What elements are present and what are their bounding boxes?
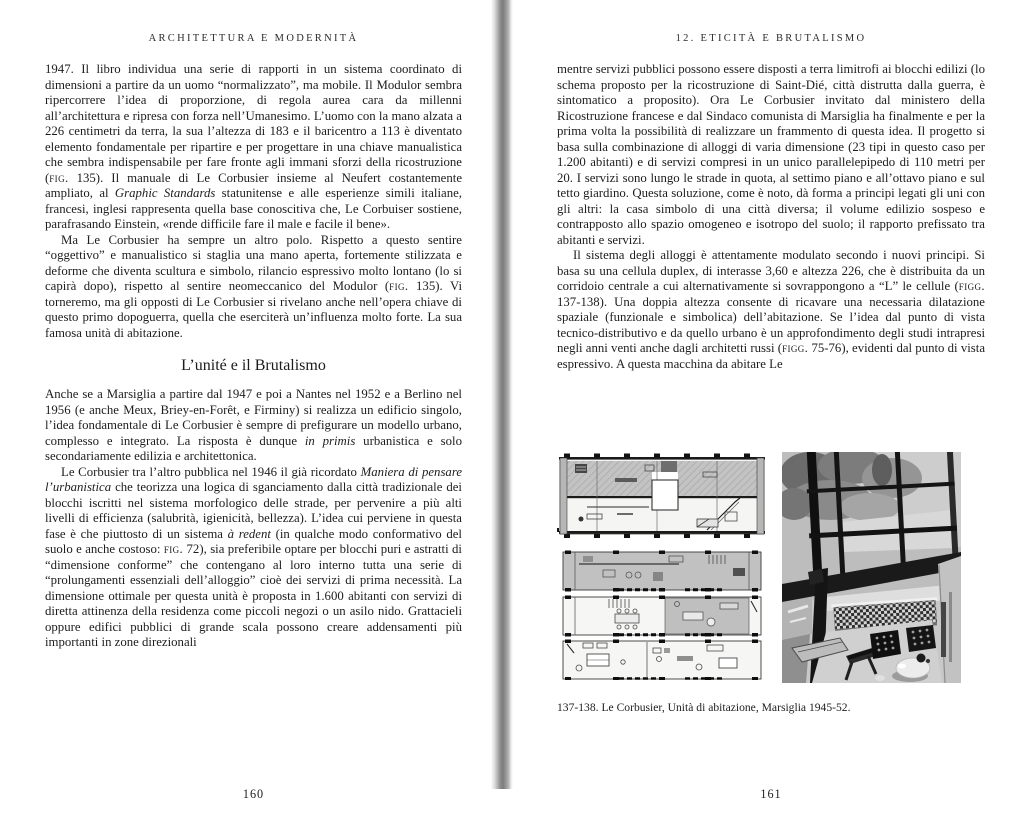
running-head-left: ARCHITETTURA E MODERNITÀ bbox=[148, 33, 359, 44]
right-page-body bbox=[557, 62, 985, 372]
left-page bbox=[0, 0, 491, 801]
architectural-plans-image bbox=[557, 452, 767, 680]
section-heading: L’unité e il Brutalismo bbox=[181, 357, 326, 374]
figure-group-137-138 bbox=[557, 452, 961, 683]
figure-caption: 137-138. Le Corbusier, Unità di abitazione, Marsiglia 1945-52. bbox=[557, 701, 851, 714]
book-gutter bbox=[491, 0, 513, 789]
left-page-body bbox=[45, 62, 462, 651]
figure-137-plans bbox=[557, 452, 767, 680]
figure-138-photo bbox=[782, 452, 961, 683]
paragraph: Anche se a Marsiglia a partire dal 1947 e poi a Nantes nel 1952 e a Berlino nel 1956 (e anche Meux, Briey-en-Forêt, e Firminy) si realizza un edificio singolo, l’idea fondamentale di Le Corbusier è sempre di prefigurare un modello urbano, complesso e integrato. La risposta è dunque in primis urbanistica e solo secondariamente edilizia e architettonica. bbox=[45, 387, 462, 463]
right-page bbox=[513, 0, 1009, 801]
paragraph: Le Corbusier tra l’altro pubblica nel 1946 il già ricordato Maniera di pensare l’urbanistica che teorizza una logica di sganciamento dalla città tradizionale dei blocchi iscritti nel sistema morfologico delle strade, per pervenire a più alti livelli di efficienza (salubrità, igienicità, bellezza). L’idea cui perviene in questa fase è che piuttosto di un sistema à redent (in qualche modo conformativo del suolo e anche costoso: fig. 72), sia preferibile optare per blocchi puri e astratti di “dimensione conforme” che contengano al loro interno tutta una serie di “prolungamenti essenziali dell’alloggio” cioè dei servizi di prima necessità. La dimensione ottimale per questa unità è proposta in 1.600 abitanti con servizi di diretta attinenza della residenza come piccoli negozi o un asilo nido. Grattacieli oppure edifici pubblici di grande scala possono creare addensamenti più importanti in zone direzionali bbox=[45, 464, 463, 649]
paragraph: Ma Le Corbusier ha sempre un altro polo. Rispetto a questo sentire “oggettivo” e manualistico si staglia una mano aperta, fortemente stilizzata e deforme che diventa scultura e simbolo, rilancio espressivo molto lontano (lo si capirà dopo), rispetto al sentire neomeccanico del Modulor (fig. 135). Vi torneremo, ma gli opposti di Le Corbusier si rivelano anche nell’opera chiave di questo primo dopoguerra, quella che eserciterà un’influenza molto forte. La sua famosa unità di abitazione. bbox=[45, 232, 463, 340]
page-number-left: 160 bbox=[242, 787, 265, 801]
interior-duplex-photo bbox=[782, 452, 961, 683]
paragraph: mentre servizi pubblici possono essere disposti a terra limitrofi ai blocchi edilizi (lo schema proposto per la ricostruzione di Saint-Dié, città distrutta dalla guerra, è sintomatico a proposito). Ora Le Corbusier invitato dal ministero della Ricostruzione francese e dal Sindaco comunista di Marsiglia ha finalmente e per la prima volta la possibilità di realizzare un frammento di questa idea. Il progetto si basa sulla combinazione di alloggi di varia dimensione (23 tipi in questo caso per 1.200 abitanti) e di servizi compresi in un unico parallelepipedo di 110 metri per 20. I servizi sono lungo le strade in quota, al settimo piano e all’ottavo piano e sul tetto giardino. Questa soluzione, come è noto, dà forma a principi legati gli uni con gli altri: la casa simbolo di una città diversa; il volume edilizio sospeso e contrapposto allo spazio omogeneo e isotropo del suolo; il rapporto prefissato tra abitanti e servizi. bbox=[557, 62, 985, 247]
paragraph: Il sistema degli alloggi è attentamente modulato secondo i nuovi principi. Si basa su una cellula duplex, di interasse 3,60 e altezza 226, che è distribuita da un corridoio centrale a cui alternativamente si sovrappongono a “L” le cellule (figg. 137-138). Una doppia altezza consente di ricavare una necessaria dilatazione spaziale (funzionale e simbolica) dell’abitazione. Se l’idea dal punto di vista tecnico-distributivo e da quello urbano è un approfondimento degli studi intrapresi negli anni venti anche dagli architetti russi (figg. 75-76), evidenti dal punto di vista espressivo. A questa macchina da abitare Le bbox=[557, 248, 985, 371]
paragraph: 1947. Il libro individua una serie di rapporti in un sistema coordinato di dimensioni a partire da un uomo “normalizzato”, ma mobile. Il Modulor sembra ripercorrere l’idea di proporzione, di regola aurea cara da millenni all’architettura e ripresa con forza nell’Umanesimo. L’uomo con la mano alzata a 226 centimetri da terra, la sua l’altezza di 183 e il baricentro a 113 è diventato elemento fondamentale per ripartire e per progettare in una chiave manualistica che sembra indispensabile per fare fronte agli immani sforzi della ricostruzione (fig. 135). Il manuale di Le Corbusier insieme al Neufert costantemente ampliato, al Graphic Standards statunitense e alle esperienze simili italiane, francesi, inglesi rappresenta quella base conoscitiva che, Le Corbuiser sostiene, parafrasando Einstein, «rende difficile fare il male e facile il bene». bbox=[45, 62, 462, 231]
running-head-right: 12. ETICITÀ E BRUTALISMO bbox=[675, 33, 867, 44]
page-number-right: 161 bbox=[760, 787, 782, 801]
